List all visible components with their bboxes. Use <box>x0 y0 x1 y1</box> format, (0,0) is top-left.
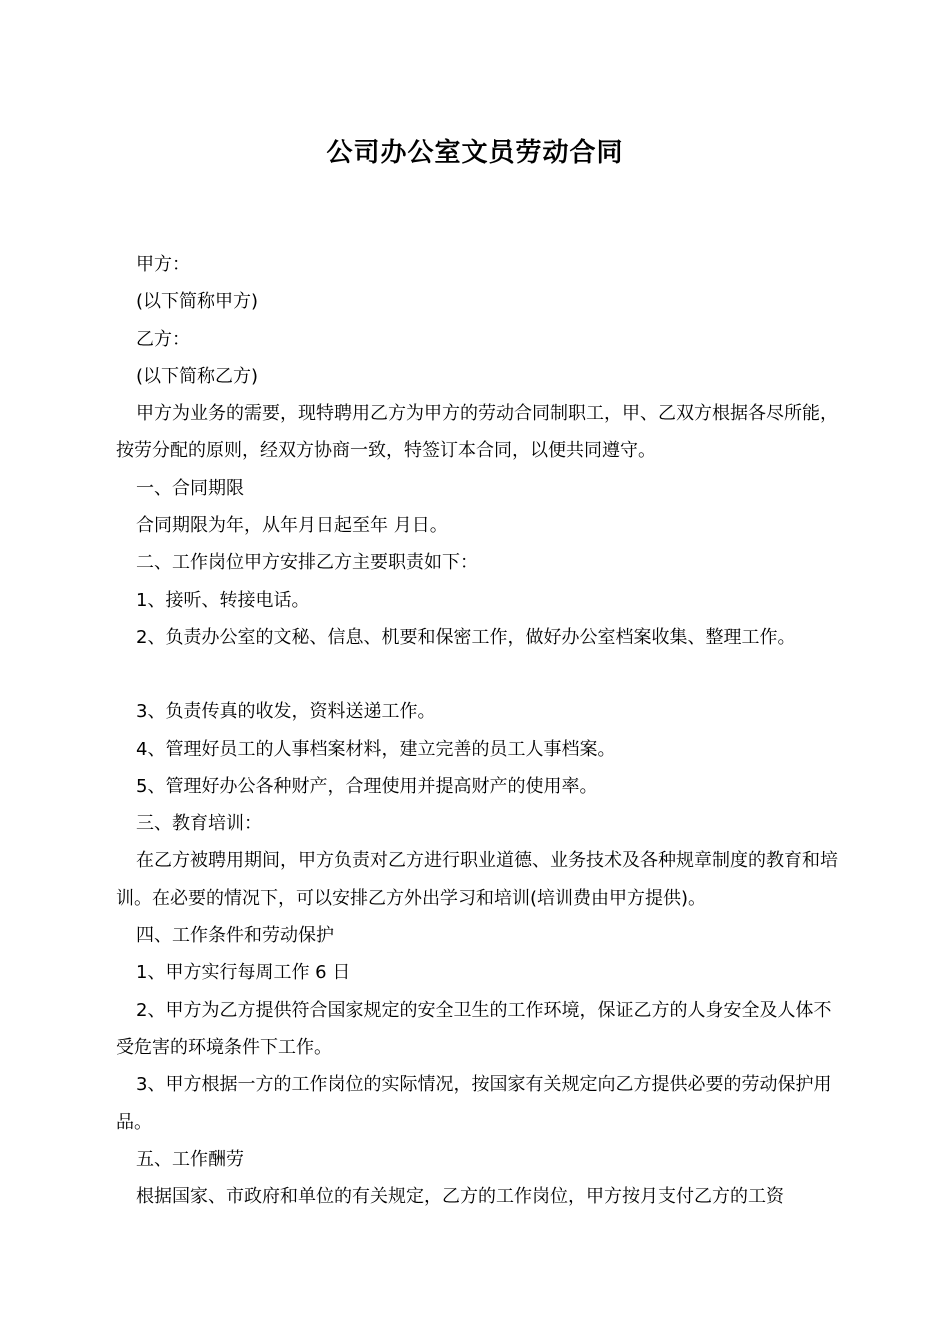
training-paragraph: 在乙方被聘用期间，甲方负责对乙方进行职业道德、业务技术及各种规章制度的教育和培训。在必要的情况下，可以安排乙方外出学习和培训(培训费由甲方提供)。 <box>116 850 838 909</box>
party-b-label: 乙方： <box>136 328 190 350</box>
duty-item: 5、管理好办公各种财产，合理使用并提高财产的使用率。 <box>136 775 598 797</box>
term-paragraph: 合同期限为年，从年月日起至年 月日。 <box>136 515 448 537</box>
section-heading-pay: 五、工作酬劳 <box>136 1148 244 1170</box>
section-heading-position: 二、工作岗位甲方安排乙方主要职责如下： <box>136 552 478 574</box>
section-heading-term: 一、合同期限 <box>136 477 244 499</box>
conditions-item: 2、甲方为乙方提供符合国家规定的安全卫生的工作环境，保证乙方的人身安全及人体不受危害的环境条件下工作。 <box>116 999 832 1058</box>
duty-item: 3、负责传真的收发，资料送递工作。 <box>136 701 436 723</box>
document-body <box>116 246 838 1215</box>
party-a-note: (以下简称甲方) <box>136 291 259 313</box>
duty-item: 4、管理好员工的人事档案材料，建立完善的员工人事档案。 <box>136 738 616 760</box>
section-heading-conditions: 四、工作条件和劳动保护 <box>136 925 334 947</box>
pay-paragraph: 根据国家、市政府和单位的有关规定，乙方的工作岗位，甲方按月支付乙方的工资 <box>136 1186 784 1208</box>
preamble-paragraph: 甲方为业务的需要，现特聘用乙方为甲方的劳动合同制职工，甲、乙双方根据各尽所能，按劳分配的原则，经双方协商一致，特签订本合同，以便共同遵守。 <box>116 403 838 462</box>
conditions-item: 3、甲方根据一方的工作岗位的实际情况，按国家有关规定向乙方提供必要的劳动保护用品。 <box>116 1074 832 1133</box>
document-title: 公司办公室文员劳动合同 <box>326 138 624 168</box>
party-a-label: 甲方： <box>136 254 190 275</box>
duty-item: 2、负责办公室的文秘、信息、机要和保密工作，做好办公室档案收集、整理工作。 <box>136 626 796 648</box>
section-heading-training: 三、教育培训： <box>136 813 262 835</box>
conditions-item: 1、甲方实行每周工作 6 日 <box>136 962 351 984</box>
duty-item: 1、接听、转接电话。 <box>136 589 310 611</box>
party-b-note: (以下简称乙方) <box>136 365 259 387</box>
